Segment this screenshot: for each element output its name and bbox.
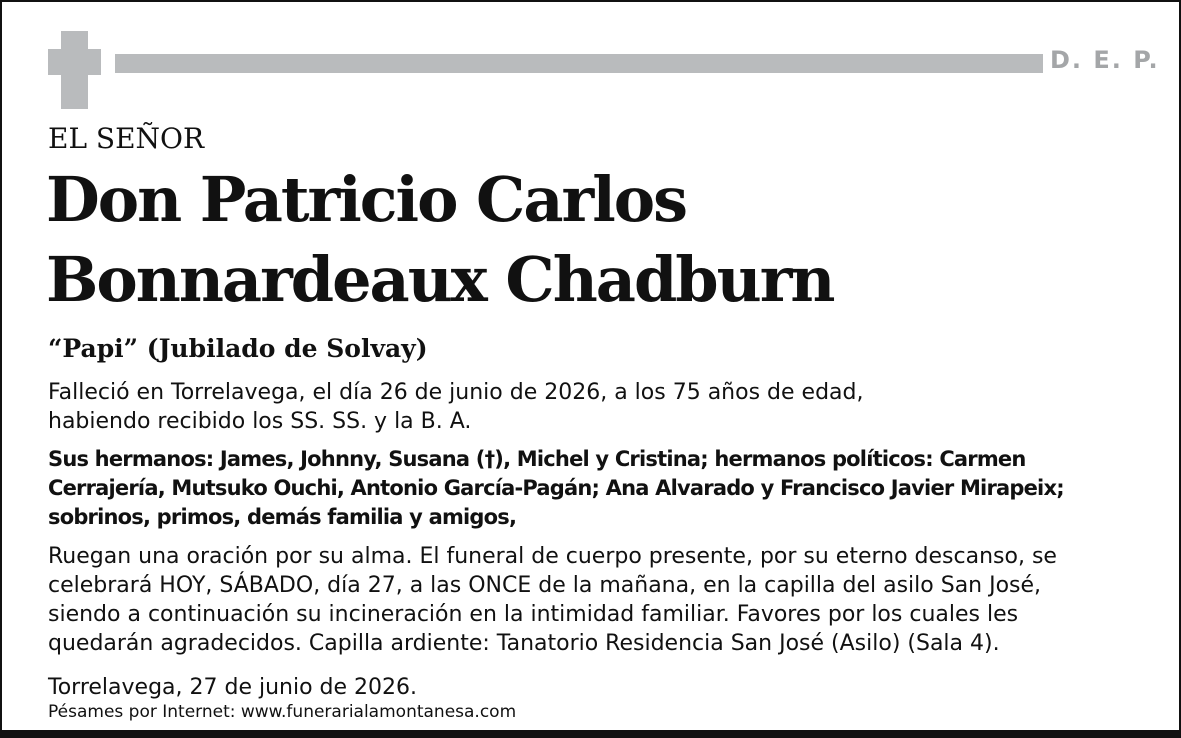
family-members (48, 445, 1148, 532)
place-and-date (48, 673, 1148, 702)
death-details-line: habiendo recibido los SS. SS. y la B. A. (48, 409, 472, 434)
header-rule (115, 54, 1043, 73)
death-details-line: Falleció en Torrelavega, el día 26 de junio de 2026, a los 75 años de edad, (48, 380, 864, 405)
funeral-details (48, 542, 1148, 658)
deceased-name-line-2: Bonnardeaux Chadburn (46, 243, 834, 316)
place-and-date-text: Torrelavega, 27 de junio de 2026. (48, 675, 418, 700)
honorific: EL SEÑOR (48, 122, 205, 155)
nickname: “Papi” (Jubilado de Solvay) (48, 334, 428, 363)
condolences-text: Pésames por Internet: www.funerarialamontanesa.com (48, 702, 517, 722)
deceased-name-line-1: Don Patricio Carlos (46, 163, 687, 236)
family-members-line: sobrinos, primos, demás familia y amigos, (48, 505, 517, 529)
family-members-line: Cerrajería, Mutsuko Ouchi, Antonio García-Pagán; Ana Alvarado y Francisco Javier Mirapeix; (48, 476, 1064, 500)
funeral-details-line: celebrará HOY, SÁBADO, día 27, a las ONCE de la mañana, en la capilla del asilo San José, (48, 573, 1042, 598)
family-members-line: Sus hermanos: James, Johnny, Susana (†), Michel y Cristina; hermanos políticos: Carmen (48, 447, 1026, 471)
funeral-details-line: Ruegan una oración por su alma. El funeral de cuerpo presente, por su eterno descanso, se (48, 544, 1057, 569)
condolences-line (48, 701, 1148, 723)
funeral-details-line: siendo a continuación su incineración en la intimidad familiar. Favores por los cuales les (48, 602, 1019, 627)
funeral-details-line: quedarán agradecidos. Capilla ardiente: Tanatorio Residencia San José (Asilo) (Sala 4). (48, 631, 1000, 656)
dep-abbreviation: D. E. P. (1050, 46, 1160, 74)
death-details (48, 378, 1148, 436)
cross-icon-horizontal-bar (48, 49, 101, 75)
